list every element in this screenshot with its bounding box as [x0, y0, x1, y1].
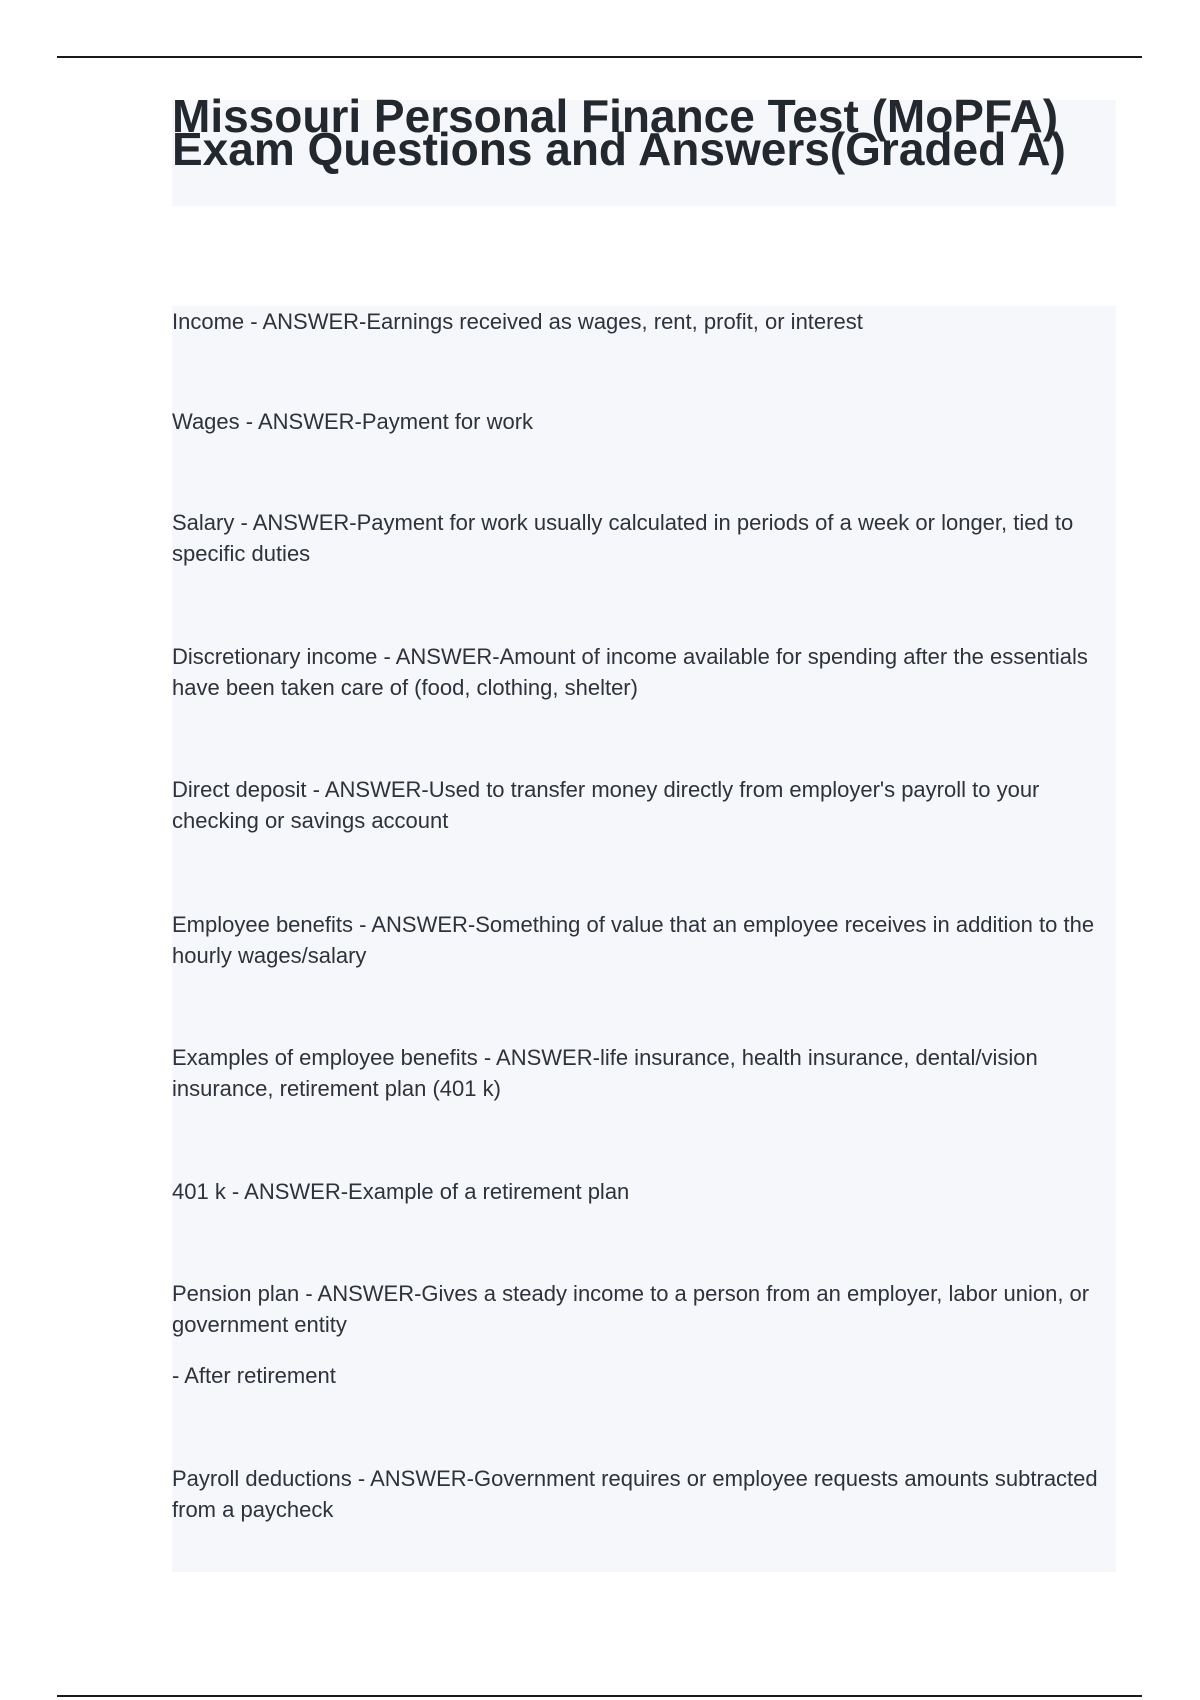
- top-rule: [57, 56, 1142, 58]
- qa-entry-payroll-deductions: Payroll deductions - ANSWER-Government requires or employee requests amounts subtracted from a paycheck: [172, 1466, 1098, 1522]
- qa-entry-direct-deposit: Direct deposit - ANSWER-Used to transfer money directly from employer's payroll to your checking or savings account: [172, 777, 1040, 833]
- qa-entry-employee-benefits: Employee benefits - ANSWER-Something of value that an employee receives in addition to the hourly wages/salary: [172, 912, 1095, 968]
- qa-entry-wages: Wages - ANSWER-Payment for work: [172, 409, 534, 434]
- qa-list: [172, 306, 1116, 1572]
- qa-entry-income: Income - ANSWER-Earnings received as wages, rent, profit, or interest: [172, 309, 863, 334]
- qa-entry-after-retirement: - After retirement: [172, 1363, 336, 1388]
- qa-entry-salary: Salary - ANSWER-Payment for work usually calculated in periods of a week or longer, tied to specific duties: [172, 510, 1074, 566]
- document-title: Missouri Personal Finance Test (MoPFA) Exam Questions and Answers(Graded A): [172, 90, 1066, 175]
- qa-entry-discretionary-income: Discretionary income - ANSWER-Amount of income available for spending after the essentials have been taken care of (food, clothing, shelter): [172, 644, 1088, 700]
- qa-entry-examples-of-benefits: Examples of employee benefits - ANSWER-life insurance, health insurance, dental/vision insurance, retirement plan (401 k): [172, 1045, 1038, 1101]
- qa-entry-pension-plan: Pension plan - ANSWER-Gives a steady income to a person from an employer, labor union, or government entity: [172, 1281, 1090, 1337]
- qa-entry-401k: 401 k - ANSWER-Example of a retirement plan: [172, 1179, 630, 1204]
- title-block: [172, 90, 1116, 206]
- bottom-rule: [57, 1695, 1142, 1697]
